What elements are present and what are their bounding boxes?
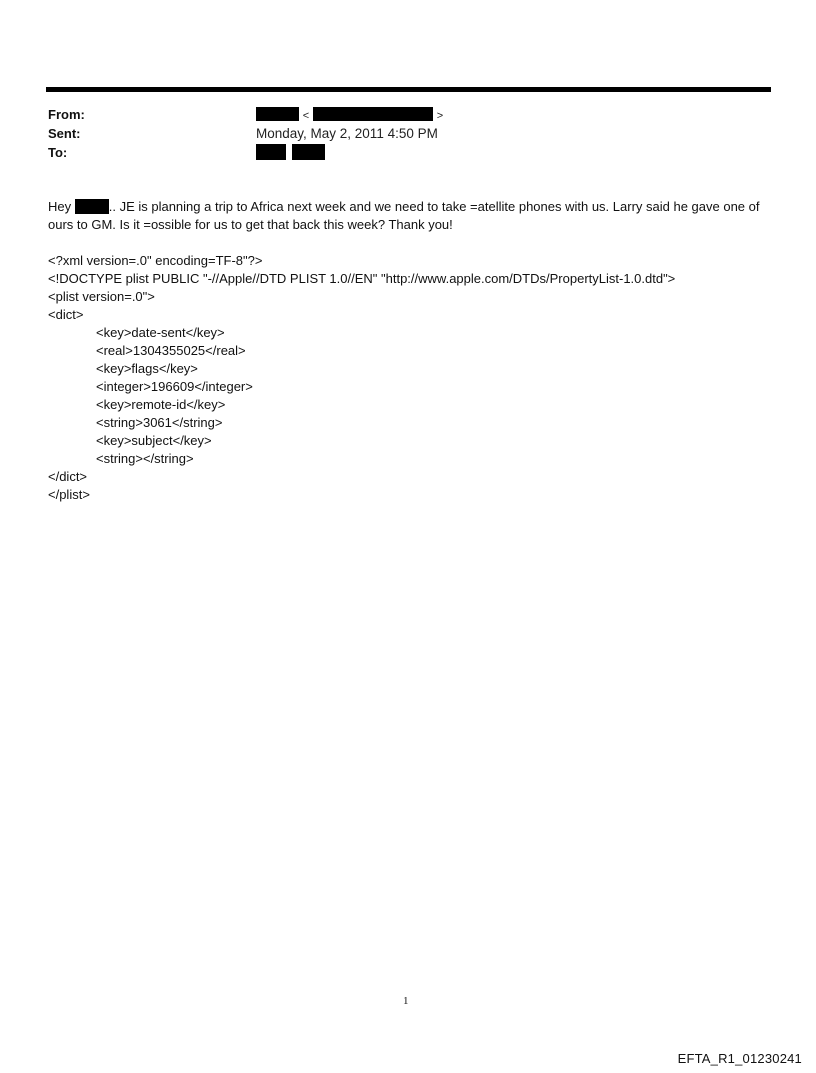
xml-line: <?xml version=.0" encoding=TF-8"?> [48,253,263,268]
redacted-recipient-last [292,144,325,160]
from-close-bracket: > [436,110,444,122]
redacted-sender-name [256,107,299,121]
from-open-bracket: < [302,110,310,122]
email-body [48,198,768,234]
xml-line: <integer>196609</integer> [96,379,253,394]
xml-line: <key>flags</key> [96,361,198,376]
from-label: From: [48,107,85,122]
redacted-sender-email [313,107,433,121]
redacted-recipient-first [256,144,286,160]
xml-line: <real>1304355025</real> [96,343,246,358]
xml-line: <key>remote-id</key> [96,397,226,412]
header-rule [46,87,771,92]
plist-xml-block [48,252,675,504]
page-number: 1 [403,995,409,1007]
bates-number: EFTA_R1_01230241 [677,1051,802,1066]
to-value [256,144,325,163]
from-value [256,106,443,125]
xml-line: <key>subject</key> [96,433,212,448]
xml-line: <string></string> [96,451,194,466]
xml-line: <plist version=.0"> [48,289,155,304]
message-text: .. JE is planning a trip to Africa next week and we need to take =atellite phones with us. Larry said he gave one of ours to GM. Is it =ossible for us to get that back this week? Thank you! [48,199,760,232]
xml-line: <dict> [48,307,84,322]
xml-line: <string>3061</string> [96,415,223,430]
xml-line: </dict> [48,469,88,484]
sent-value: Monday, May 2, 2011 4:50 PM [256,126,438,141]
sent-label: Sent: [48,126,81,141]
xml-line: <!DOCTYPE plist PUBLIC "-//Apple//DTD PLIST 1.0//EN" "http://www.apple.com/DTDs/PropertyList-1.0.dtd"> [48,271,676,286]
to-label: To: [48,145,68,160]
greeting: Hey [48,199,75,214]
xml-line: <key>date-sent</key> [96,325,225,340]
email-message [48,198,768,234]
redacted-recipient-name [75,199,109,214]
xml-line: </plist> [48,487,90,502]
